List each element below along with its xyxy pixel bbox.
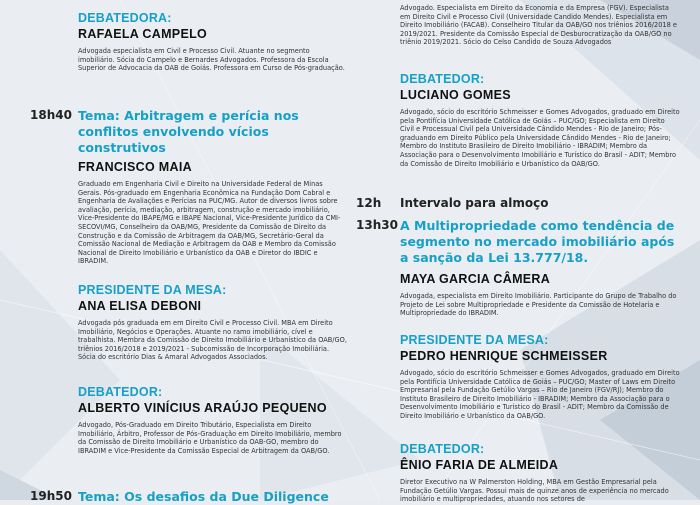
- session-topic: Tema: Arbitragem e perícia nos conflitos envolvendo vícios construtivos: [78, 108, 299, 155]
- break-label: Intervalo para almoço: [400, 196, 549, 210]
- debatedor-block: [400, 72, 680, 168]
- break-time: 12h: [356, 196, 382, 210]
- speaker-name: PEDRO HENRIQUE SCHMEISSER: [400, 349, 608, 363]
- speaker-bio: Advogada, especialista em Direito Imobiliário. Participante do Grupo de Trabalho do Projeto de Lei sobre Multipropriedade e Presidente da Comissão de Hotelaria e Multipropriedade do IBRADIM.: [400, 292, 677, 318]
- speaker-bio: Diretor Executivo na W Palmerston Holding, MBA em Gestão Empresarial pela Fundação Getúlio Vargas. Possui mais de quinze anos de experiência no mercado imobiliário e multipropriedades, atuando nos setores de: [400, 478, 669, 504]
- debatedor-block: [400, 442, 680, 504]
- speaker-name: LUCIANO GOMES: [400, 88, 511, 102]
- speaker-name: ÊNIO FARIA DE ALMEIDA: [400, 458, 559, 472]
- speaker-bio-continued: [400, 4, 680, 47]
- session-time: 18h40: [30, 108, 72, 122]
- session-time: 19h50: [30, 489, 72, 503]
- session-block: [78, 489, 348, 505]
- presidente-block: [78, 283, 348, 362]
- session-topic: Tema: Os desafios da Due Diligence: [78, 489, 329, 504]
- presidente-heading: PRESIDENTE DA MESA:: [400, 333, 549, 347]
- session-topic: A Multipropriedade como tendência de segmento no mercado imobiliário após a sanção da Lei 13.777/18.: [400, 218, 675, 265]
- presidente-heading: PRESIDENTE DA MESA:: [78, 283, 227, 297]
- speaker-name: MAYA GARCIA CÂMERA: [400, 272, 551, 286]
- debatedora-heading: DEBATEDORA:: [78, 11, 172, 25]
- speaker-bio: Advogado, sócio do escritório Schmeisser e Gomes Advogados, graduado em Direito pela Pontifícia Universidade Católica de Goiás – PUC/GO; Especialista em Direito Civil e Processual Civil pela Universidade Cândido Mendes - Rio de Janeiro; Pós-graduando em Direito Público pela Universidade Cândido Mendes - Rio de Janeiro; Membro do Instituto Brasileiro de Direito Imobiliário - IBRADIM; Membro da Associação para o Desenvolvimento Imobiliário e Turístico do Brasil - ADIT; Membro da Comissão de Direito Imobiliário e Urbanístico da OAB/GO.: [400, 108, 680, 168]
- speaker-bio: Advogada pós graduada em em Direito Civil e Processo Civil. MBA em Direito Imobiliário, Negócios e Operações. Atuante no ramo imobiliário, cível e trabalhista. Membra da Comissão de Direito Imobiliário e Urbanístico da OAB/GO, triênios 2016/2018 e 2019/2021 - Subcomissão de Incorporação Imobiliária. Sócia do escritório Dias & Amaral Advogados Associados.: [78, 319, 347, 362]
- session-time: 13h30: [356, 218, 398, 232]
- debatedora-block: [78, 11, 348, 73]
- presidente-block: [400, 333, 680, 421]
- speaker-bio: Graduado em Engenharia Civil e Direito na Universidade Federal de Minas Gerais. Pós-graduado em Engenharia Econômica na Fundação Dom Cabral e Engenharia de Avaliações e Perícias na PUC/MG. Autor de diversos livros sobre avaliação, perícia, mediação, arbitragem, construção e mercado imobiliário, Vice-Presidente do IBAPE/MG e IBAPE Nacional, Vice-Presidente Jurídico da CMI-SECOVI/MG, Conselheiro da OAB/MG, Presidente da Comissão de Direito da Construção e da Comissão de Arbitragem da OAB/MG, Secretário-Geral da Comissão Nacional de Mediação e Arbitragem da OAB e Membro da Comissão Nacional de Direito Imobiliário e Urbanístico da OAB e Diretor do IBDIC e IBRADIM.: [78, 180, 341, 266]
- speaker-bio: Advogado, Pós-Graduado em Direito Tributário, Especialista em Direito Imobiliário, Árbitro, Professor de Pós-Graduação em Direito Imobiliário, membro da Comissão de Direito Imobiliário e Urbanístico da OAB-GO, membro do IBRADIM e Vice-Presidente da Comissão Especial de Arbitragem da OAB/GO.: [78, 421, 342, 455]
- debatedor-heading: DEBATEDOR:: [78, 385, 163, 399]
- debatedor-block: [78, 385, 348, 455]
- session-block: [78, 108, 348, 266]
- debatedor-heading: DEBATEDOR:: [400, 442, 485, 456]
- speaker-name: FRANCISCO MAIA: [78, 160, 192, 174]
- speaker-bio: Advogado, sócio do escritório Schmeisser e Gomes Advogados, graduado em Direito pela Pontifícia Universidade Católica de Goiás – PUC/GO; Master of Laws em Direito Empresarial pela Fundação Getúlio Vargas – Rio de Janeiro (FGV/RJ); Membro do Instituto Brasileiro de Direito Imobiliário - IBRADIM; Membro da Associação para o Desenvolvimento Imobiliário e Turístico do Brasil - ADIT; Membro da Comissão de Direito Imobiliário e Urbanístico da OAB/GO.: [400, 369, 680, 420]
- speaker-bio: Advogada especialista em Civil e Processo Civil. Atuante no segmento imobiliário. Sócia do Campelo e Bernardes Advogados. Professora da Escola Superior de Advocacia da OAB de Goiás. Professora em Curso de Pós-graduação.: [78, 47, 345, 73]
- session-block: [400, 218, 680, 318]
- speaker-bio: Advogado. Especialista em Direito da Economia e da Empresa (FGV). Especialista em Direito Civil e Processo Civil (Universidade Candido Mendes). Especialista em Direito Imobiliário (FACAB). Conselheiro Titular da OAB/GO nos triênios 2016/2018 e 2019/2021. Presidente da Comissão Especial de Desburocratização da OAB/GO no triênio 2019/2021. Sócio do Celso Candido de Souza Advogados: [400, 4, 677, 47]
- speaker-name: ANA ELISA DEBONI: [78, 299, 202, 313]
- speaker-name: RAFAELA CAMPELO: [78, 27, 208, 41]
- debatedor-heading: DEBATEDOR:: [400, 72, 485, 86]
- speaker-name: ALBERTO VINÍCIUS ARAÚJO PEQUENO: [78, 401, 327, 415]
